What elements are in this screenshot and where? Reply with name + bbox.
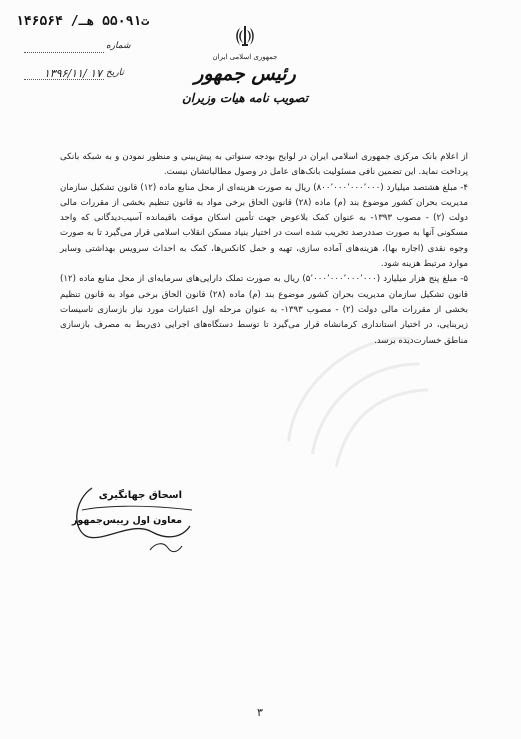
office-title: رئیس جمهور xyxy=(194,63,296,85)
body-paragraph-3: ۵- مبلغ پنج هزار میلیارد (۵٬۰۰۰٬۰۰۰٬۰۰۰٬۰۰۰) ریال به صورت تملک دارایی‌های سرمایه‌ای از محل منابع ماده (۱۲) قانون تشکیل سازمان مدیریت بحران کشور موضوع بند (م) ماده (۲۸) قانون الحاق برخی مواد به قانون تنظیم بخشی از مقررات مالی دولت (۲) - مصوب ۱۳۹۳- به عنوان مرحله اول اعتبارات مورد نیاز بازسازی تاسیسات زیربنایی، در اختیار استانداری کرمانشاه قرار می‌گیرد تا توسط دستگاه‌های اجرایی ذی‌ربط به مصرف بازسازی مناطق خسارت‌دیده برسد. xyxy=(60,274,469,346)
signatory-name: اسحاق جهانگیری xyxy=(98,490,182,501)
letter-body xyxy=(60,150,468,349)
date-label: تاریخ xyxy=(106,68,124,78)
letterhead xyxy=(180,24,310,105)
body-paragraph-2: ۴- مبلغ هشتصد میلیارد (۸۰۰٬۰۰۰٬۰۰۰٬۰۰۰) ریال به صورت هزینه‌ای از محل منابع ماده (۱۲) قانون تشکیل سازمان مدیریت بحران کشور موضوع بند (م) ماده (۲۸) قانون الحاق برخی مواد به قانون تنظیم بخشی از مقررات مالی دولت (۲) - مصوب ۱۳۹۳- به عنوان کمک بلاعوض جهت تأمین اسکان موقت باقیمانده آسیب‌دیدگانی که واحد مسکونی آنها به صورت صددرصد تخریب شده است در اختیار بنیاد مسکن انقلاب اسلامی قرار می‌گیرد تا به صورت وجوه نقدی (اجاره بها)، هزینه‌های آماده سازی، تهیه و حمل کانکس‌ها، کمک به احداث سرویس بهداشتی وسایر موارد مرتبط هزینه شود. xyxy=(60,182,469,270)
emblem-caption: جمهوری اسلامی ایران xyxy=(212,53,278,61)
signatory-title: معاون اول رییس‌جمهور xyxy=(71,515,182,526)
number-label: شماره xyxy=(106,41,131,51)
body-paragraph-1: از اعلام بانک مرکزی جمهوری اسلامی ایران در لوایح بودجه سنواتی به پیش‌بینی و منظور نمودن و به شبکه بانکی پرداخت نماید. این تضمین نافی مسئولیت بانک‌های عامل در وصول مطالباتشان نیست. xyxy=(60,152,468,178)
date-line xyxy=(24,79,104,80)
reference-number: ۱۴۶۵۶۴ /ت۵۵۰۹۱ هـ xyxy=(16,14,150,29)
number-line xyxy=(24,52,104,53)
signature-block xyxy=(72,480,222,562)
decree-title: تصویب نامه هیات وزیران xyxy=(181,91,309,105)
page-number: ۳ xyxy=(257,706,263,719)
iran-emblem-icon xyxy=(234,24,256,48)
date-value: ۱۳۹۶/۱۱/ ۱۷ xyxy=(43,67,102,80)
